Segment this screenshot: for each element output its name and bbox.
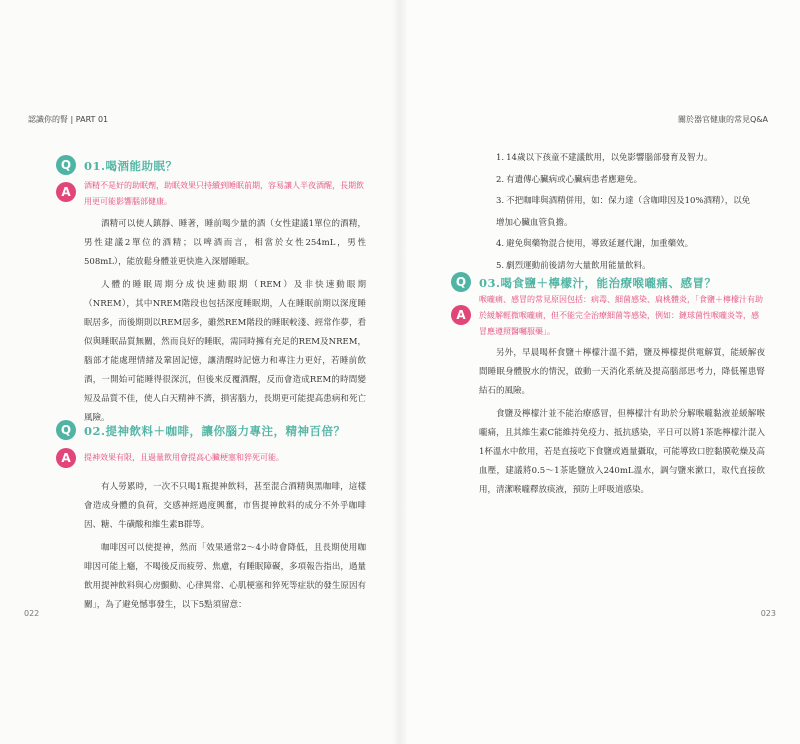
left-page-number: 022 — [24, 609, 40, 618]
answer-01: 酒精不是好的助眠劑，助眠效果只持續到睡眠前期，容易讓人半夜酒醒，長期飲用更可能影響腦部健康。 — [84, 181, 364, 206]
body-text-03 — [479, 344, 765, 504]
a-badge-icon: A — [56, 448, 76, 468]
paragraph: 另外，早晨喝杯食鹽＋檸檬汁溫不錯，鹽及檸檬提供電解質，能緩解夜間睡眠身體脫水的情況，啟動一天消化系統及提高腦部思考力，降低罹患腎結石的風險。 — [479, 348, 765, 396]
question-title-03: 03.喝食鹽＋檸檬汁，能治療喉嚨痛、感冒？ — [479, 276, 717, 290]
body-text-01 — [84, 215, 366, 432]
body-text-02 — [84, 478, 366, 619]
paragraph: 酒精可以使人鎮靜、睡著，睡前喝少量的酒（女性建議1單位的酒精，男性建議2單位的酒精；以啤酒而言，相當於女性254mL，男性508mL），能放鬆身體並更快進入深層睡眠。 — [84, 219, 366, 267]
paragraph: 有人勞累時，一次不只喝1瓶提神飲料，甚至混合酒精與黑咖啡，這樣會造成身體的負荷，交感神經過度興奮，市售提神飲料的成分不外乎咖啡因、糖、牛磺酸和維生素B群等。 — [84, 482, 366, 530]
question-title-01: 01.喝酒能助眠？ — [84, 159, 178, 173]
list-item: 2. 有遺傳心臟病或心臟病患者應避免。 — [496, 174, 643, 185]
q-badge-icon: Q — [56, 155, 76, 175]
paragraph: 食鹽及檸檬汁並不能治療感冒，但檸檬汁有助於分解喉嚨黏液並緩解喉嚨痛，且其維生素C能維持免疫力、抵抗感染，平日可以將1茶匙檸檬汁混入1杯溫水中飲用，若是直接吃下食鹽或過量攝取，可能導致口腔黏膜乾燥及高血壓，建議將0.5～1茶匙鹽放入240mL溫水，調勻鹽來漱口，取代直接飲用，清潔喉嚨釋放痰液，預防上呼吸道感染。 — [479, 409, 765, 495]
left-running-header: 認識你的腎 | PART 01 — [28, 115, 109, 124]
book-gutter — [392, 0, 408, 744]
list-item: 4. 避免與藥物混合使用，導致延遲代謝，加重藥效。 — [496, 239, 694, 249]
list-item: 1. 14歲以下孩童不建議飲用，以免影響腦部發育及智力。 — [496, 153, 713, 163]
a-badge-icon: A — [56, 182, 76, 202]
paragraph: 咖啡因可以使提神，然而「效果通常2～4小時會降低，且長期使用咖啡因可能上癮，不喝後反而疲勞、焦慮，有睡眠障礙，多項報告指出，過量飲用提神飲料與心房顫動、心律異常、心肌梗塞和猝死等症狀的發生原因有關」，為了避免憾事發生，以下5點須留意： — [84, 543, 366, 610]
answer-02: 提神效果有限，且過量飲用會提高心臟梗塞和猝死可能。 — [84, 453, 284, 462]
a-badge-icon: A — [451, 305, 471, 325]
q-badge-icon: Q — [56, 420, 76, 440]
list-item: 3. 不把咖啡與酒精併用，如：保力達（含咖啡因及10%酒精），以免增加心臟血管負擔。 — [496, 196, 751, 228]
precaution-list — [496, 148, 758, 277]
list-item: 5. 劇烈運動前後請勿大量飲用能量飲料。 — [496, 260, 651, 271]
question-title-02: 02.提神飲料＋咖啡，讓你腦力專注，精神百倍？ — [84, 424, 346, 438]
q-badge-icon: Q — [451, 272, 471, 292]
right-page-number: 023 — [760, 609, 776, 618]
answer-03: 喉嚨痛、感冒的常見原因包括：病毒、細菌感染、扁桃體炎，「食鹽＋檸檬汁有助於緩解輕微喉嚨痛，但不能完全治療細菌等感染，例如：鏈球菌性喉嚨炎等，感冒應遵照醫囑服藥」。 — [479, 295, 763, 336]
right-running-header: 關於器官健康的常見Q&A — [677, 115, 768, 124]
paragraph: 人體的睡眠周期分成快速動眼期（REM）及非快速動眼期（NREM），其中NREM階段也包括深度睡眠期，人在睡眠前期以深度睡眠居多，而後期則以REM居多，雖然REM階段的睡眠較淺、經常作夢，看似與睡眠品質無關，然而良好的睡眠，需同時擁有充足的REM及NREM，腦部才能處理情緒及鞏固記憶，讓清醒時記憶力和專注力更好，若睡前飲酒，一開始可能睡得很深沉，但後來反覆酒醒，反而會造成REM的時間變短及品質不佳，使人白天精神不濟，損害腦力，長期更可能提高患病和死亡風險。 — [84, 280, 366, 423]
